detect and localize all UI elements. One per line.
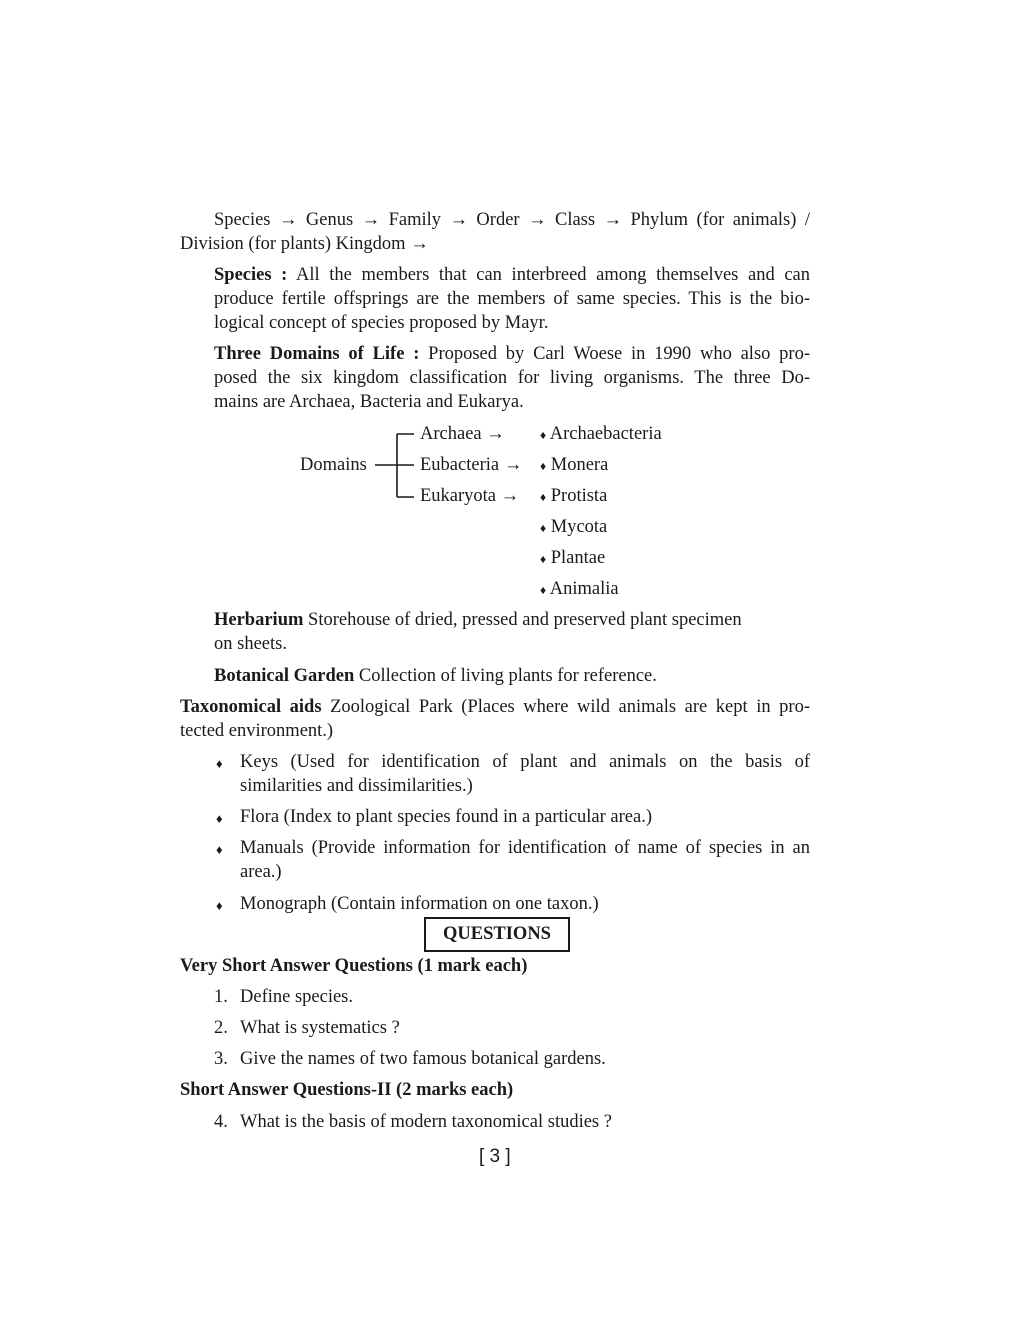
list-item: Keys (Used for identification of plant and animals on the basis of	[240, 752, 810, 772]
very-short-heading: Very Short Answer Questions (1 mark each)	[180, 956, 528, 976]
botanical-garden-term: Botanical Garden	[214, 666, 355, 686]
hierarchy-line-2: Division (for plants) Kingdom →	[180, 234, 429, 254]
diamond-bullet-icon: ♦	[216, 842, 223, 857]
question-text: Give the names of two famous botanical gardens.	[240, 1049, 606, 1069]
list-item-continued: area.)	[240, 862, 282, 882]
branch-archaea: Archaea →	[420, 424, 505, 444]
diamond-bullet-icon: ♦	[540, 583, 547, 597]
diamond-bullet-icon: ♦	[540, 521, 547, 535]
list-item: Flora (Index to plant species found in a particular area.)	[240, 807, 652, 827]
herbarium-term: Herbarium	[214, 610, 304, 630]
herbarium-line-1: Herbarium Storehouse of dried, pressed and preserved plant specimen	[214, 610, 742, 630]
botanical-garden-line: Botanical Garden Collection of living plants for reference.	[214, 666, 657, 686]
diamond-bullet-icon: ♦	[216, 811, 223, 826]
questions-heading: QUESTIONS	[424, 917, 570, 952]
list-item: Manuals (Provide information for identification of name of species in an	[240, 838, 810, 858]
page-number: [ 3 ]	[479, 1146, 511, 1167]
diamond-bullet-icon: ♦	[540, 490, 547, 504]
branch-eubacteria: Eubacteria →	[420, 455, 523, 475]
list-item-continued: similarities and dissimilarities.)	[240, 776, 473, 796]
kingdom-item: ♦ Plantae	[540, 548, 606, 568]
kingdom-item: ♦ Monera	[540, 455, 609, 475]
kingdom-item: ♦ Animalia	[540, 579, 619, 599]
species-term: Species :	[214, 265, 288, 285]
species-definition-line-3: logical concept of species proposed by Mayr.	[214, 313, 549, 333]
diamond-bullet-icon: ♦	[540, 459, 547, 473]
diamond-bullet-icon: ♦	[216, 756, 223, 771]
herbarium-line-2: on sheets.	[214, 634, 287, 654]
question-text: What is the basis of modern taxonomical studies ?	[240, 1112, 612, 1132]
species-definition-line-2: produce fertile offsprings are the members of same species. This is the bio-	[214, 289, 810, 309]
taxonomical-aids-term: Taxonomical aids	[180, 697, 322, 717]
three-domains-line-2: posed the six kingdom classification for living organisms. The three Do-	[214, 368, 810, 388]
list-item: Monograph (Contain information on one taxon.)	[240, 894, 599, 914]
three-domains-term: Three Domains of Life :	[214, 344, 420, 364]
question-number: 1.	[214, 987, 228, 1007]
diagram-root-label: Domains	[300, 455, 367, 475]
question-number: 4.	[214, 1112, 228, 1132]
kingdom-item: ♦ Mycota	[540, 517, 608, 537]
taxonomical-aids-line-2: tected environment.)	[180, 721, 334, 741]
short-answer-ii-heading: Short Answer Questions-II (2 marks each)	[180, 1080, 514, 1100]
diamond-bullet-icon: ♦	[216, 898, 223, 913]
question-text: What is systematics ?	[240, 1018, 400, 1038]
question-text: Define species.	[240, 987, 354, 1007]
question-number: 3.	[214, 1049, 228, 1069]
diamond-bullet-icon: ♦	[540, 428, 547, 442]
three-domains-line-1: Three Domains of Life : Proposed by Carl Woese in 1990 who also pro-	[214, 344, 810, 364]
three-domains-line-3: mains are Archaea, Bacteria and Eukarya.	[214, 392, 524, 412]
hierarchy-line-1: Species → Genus → Family → Order → Class → Phylum (for animals) /	[214, 210, 810, 230]
diamond-bullet-icon: ♦	[540, 552, 547, 566]
species-definition-line-1: Species : All the members that can interbreed among themselves and can	[214, 265, 810, 285]
kingdom-item: ♦ Archaebacteria	[540, 424, 662, 444]
question-number: 2.	[214, 1018, 228, 1038]
taxonomical-aids-line-1: Taxonomical aids Zoological Park (Places where wild animals are kept in pro-	[180, 697, 810, 717]
branch-eukaryota: Eukaryota →	[420, 486, 520, 506]
kingdom-item: ♦ Protista	[540, 486, 608, 506]
